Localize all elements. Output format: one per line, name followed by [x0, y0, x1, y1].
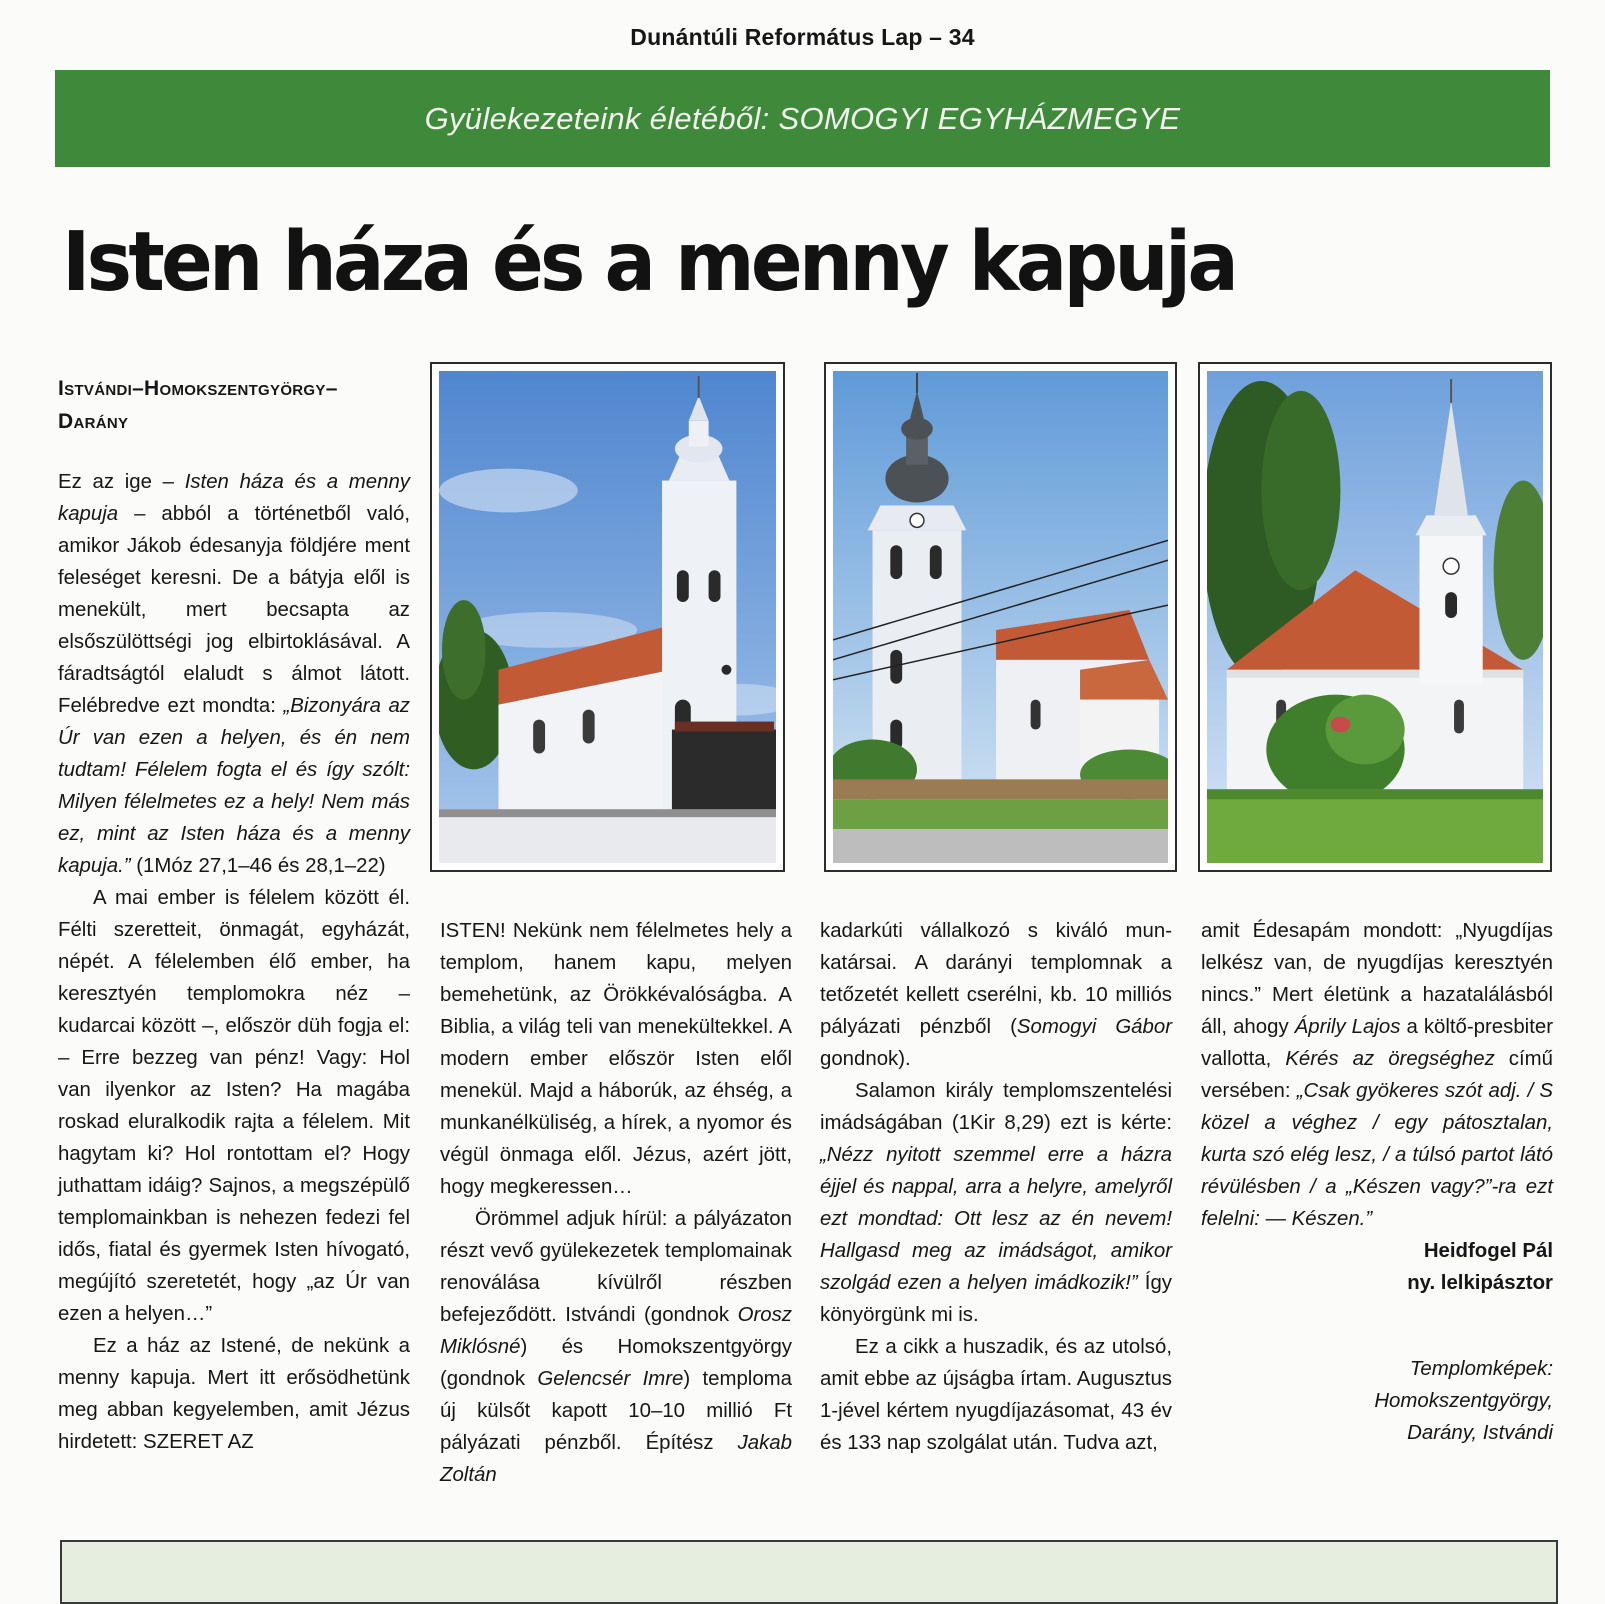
bible-quote: „Bizonyára az Úr van ezen a helyen, és én nem tudtam! Félelem fogta el és így szólt: Milyen félelmetes ez a hely! Nem más ez, mint az Isten háza és a menny kapuja.” — [58, 695, 410, 877]
text-run: Salamon király templomszentelési imádságában (1Kir 8,29) ezt is kérte: — [820, 1080, 1172, 1134]
paragraph: Ez a ház az Istené, de nekünk a menny kapuja. Mert itt erősödhetünk meg abban kegyelemben, amit Jézus hirdetett: SZERET AZ — [58, 1335, 410, 1453]
paragraph: A mai ember is félelem között él. Félti szeretteit, önmagát, egyházát, népét. A félelemben élő ember, ha keresztyén templomokra néz – kudarcai között –, először düh fogja el: – Erre bezzeg van pénz! Vagy: Hol van ilyenkor az Isten? Ha magába roskad eluralkodik rajta a félelem. Mit hagytam ki? Hol rontottam el? Hogy juthattam idáig? Sajnos, a megszépülő templomainkban is nehezen fedezi fel idős, fiatal és gyermek Isten hívogató, megújító szeretetét, hogy „az Úr van ezen a helyen…” — [58, 887, 410, 1325]
author-title: ny. lelkipásztor — [1407, 1272, 1553, 1294]
paragraph: ISTEN! Nekünk nem félelmetes hely a templom, hanem kapu, melyen bemehetünk, az Örökkévalóságba. A Biblia, a világ teli van menekültekkel. A modern ember először Isten elől menekül. Majd a háborúk, az éhség, a munkanélküliség, a hírek, a nyomor és végül önmaga elől. Jézus, azért jött, hogy megkeressen… — [440, 920, 792, 1198]
text-run: című versében: — [1201, 1048, 1553, 1102]
paragraph: Ez a cikk a huszadik, és az utolsó, amit ebbe az újságba írtam. Augusztus 1-jével kértem nyugdíjazásomat, 43 év és 133 nap szolgálat után. Tudva azt, — [820, 1336, 1172, 1454]
paragraph — [58, 466, 410, 882]
text-run: – abból a történetből való, amikor Jákob édesanyja földjére ment feleséget keresni. De a bátyja elől is menekült, mert becsapta az elsőszülöttségi jog elbirtoklásával. A fáradtságtól elaludt s álmot látott. Felébredve ezt mondta: — [58, 503, 410, 717]
article-column-4 — [1201, 915, 1553, 1449]
location-line-2: Darány — [58, 410, 129, 433]
author-name: Heidfogel Pál — [1423, 1240, 1553, 1262]
article-column-3 — [820, 915, 1172, 1459]
bible-reference: (1Móz 27,1–46 és 28,1–22) — [130, 855, 386, 877]
location-line-1: Istvándi–Homokszentgyörgy– — [58, 377, 338, 400]
italic-run: Isten háza és a menny kapuja — [58, 471, 410, 525]
person-name: Áprily Lajos — [1294, 1016, 1401, 1038]
paragraph — [440, 1203, 792, 1491]
church-illustration-1 — [439, 371, 776, 863]
person-name: Gelencsér Imre — [537, 1368, 684, 1390]
photo-credit — [1201, 1353, 1553, 1449]
article-column-2 — [440, 915, 792, 1491]
section-label: Gyülekezeteink életéből: SOMOGYI EGYHÁZMEGYE — [424, 100, 1181, 136]
person-name: Orosz Miklósné — [440, 1304, 792, 1358]
text-run: Így könyörgünk mi is. — [820, 1272, 1172, 1326]
paragraph — [1201, 915, 1553, 1235]
church-photo-homokszentgyorgy — [430, 362, 785, 872]
person-name: Jakab Zoltán — [440, 1432, 792, 1486]
location-heading — [58, 372, 403, 438]
section-banner — [55, 70, 1550, 167]
person-name: Somogyi Gábor — [1016, 1016, 1172, 1038]
credit-line: Darány, Istvándi — [1407, 1422, 1553, 1444]
next-article-box — [60, 1540, 1558, 1604]
text-run: a költő-presbiter vallotta, — [1201, 1016, 1554, 1070]
paragraph — [820, 915, 1172, 1075]
church-illustration-2 — [833, 371, 1168, 863]
text-run: Örömmel adjuk hírül: a pályázaton részt vevő gyülekezetek templomainak renoválása kívülről részben befejeződött. Istvándi (gondnok — [440, 1208, 792, 1326]
credit-line: Templomképek: — [1409, 1358, 1553, 1380]
poem-title: Kérés az öregséghez — [1285, 1048, 1495, 1070]
bible-quote: „Nézz nyitott szemmel erre a házra éjjel és nappal, arra a helyre, amelyről ezt mondtad: Ott lesz az én nevem! Hallgasd meg az imádságot, amikor szolgád ezen a helyen imádkozik!” — [820, 1144, 1172, 1294]
church-photo-istvandi — [1198, 362, 1552, 872]
article-title: Isten háza és a menny kapuja — [62, 215, 1236, 310]
poem-quote: „Csak gyökeres szót adj. / S közel a véghez / egy pátosztalan, kurta szó elég lesz, / a túlsó partot látó révülésben / a „Készen vagy?”-ra ezt felelni: — Készen.” — [1201, 1080, 1553, 1230]
church-photo-darany — [824, 362, 1177, 872]
church-illustration-3 — [1207, 371, 1543, 863]
text-run: ) temploma új külsőt kapott 10–10 millió Ft pályázati pénzből. Építész — [440, 1368, 792, 1454]
article-column-1 — [58, 466, 410, 1458]
running-header: Dunántúli Református Lap – 34 — [630, 24, 975, 50]
text-run: Ez az ige – — [58, 471, 185, 493]
credit-line: Homokszentgyörgy, — [1374, 1390, 1553, 1412]
paragraph — [820, 1075, 1172, 1331]
text-run: amit Édesapám mondott: „Nyugdíjas lelkész van, de nyugdíjas keresztyén nincs.” Mert életünk a hazatalálásból áll, ahogy — [1201, 920, 1553, 1038]
text-run: ) és Homokszentgyörgy (gondnok — [440, 1336, 792, 1390]
text-run: gondnok). — [820, 1048, 911, 1070]
text-run: kadarkúti vállalkozó s kiváló munkatársai. A darányi templomnak a tetőzetét kellett cserélni, kb. 10 milliós pályázati pénzből ( — [820, 920, 1172, 1038]
